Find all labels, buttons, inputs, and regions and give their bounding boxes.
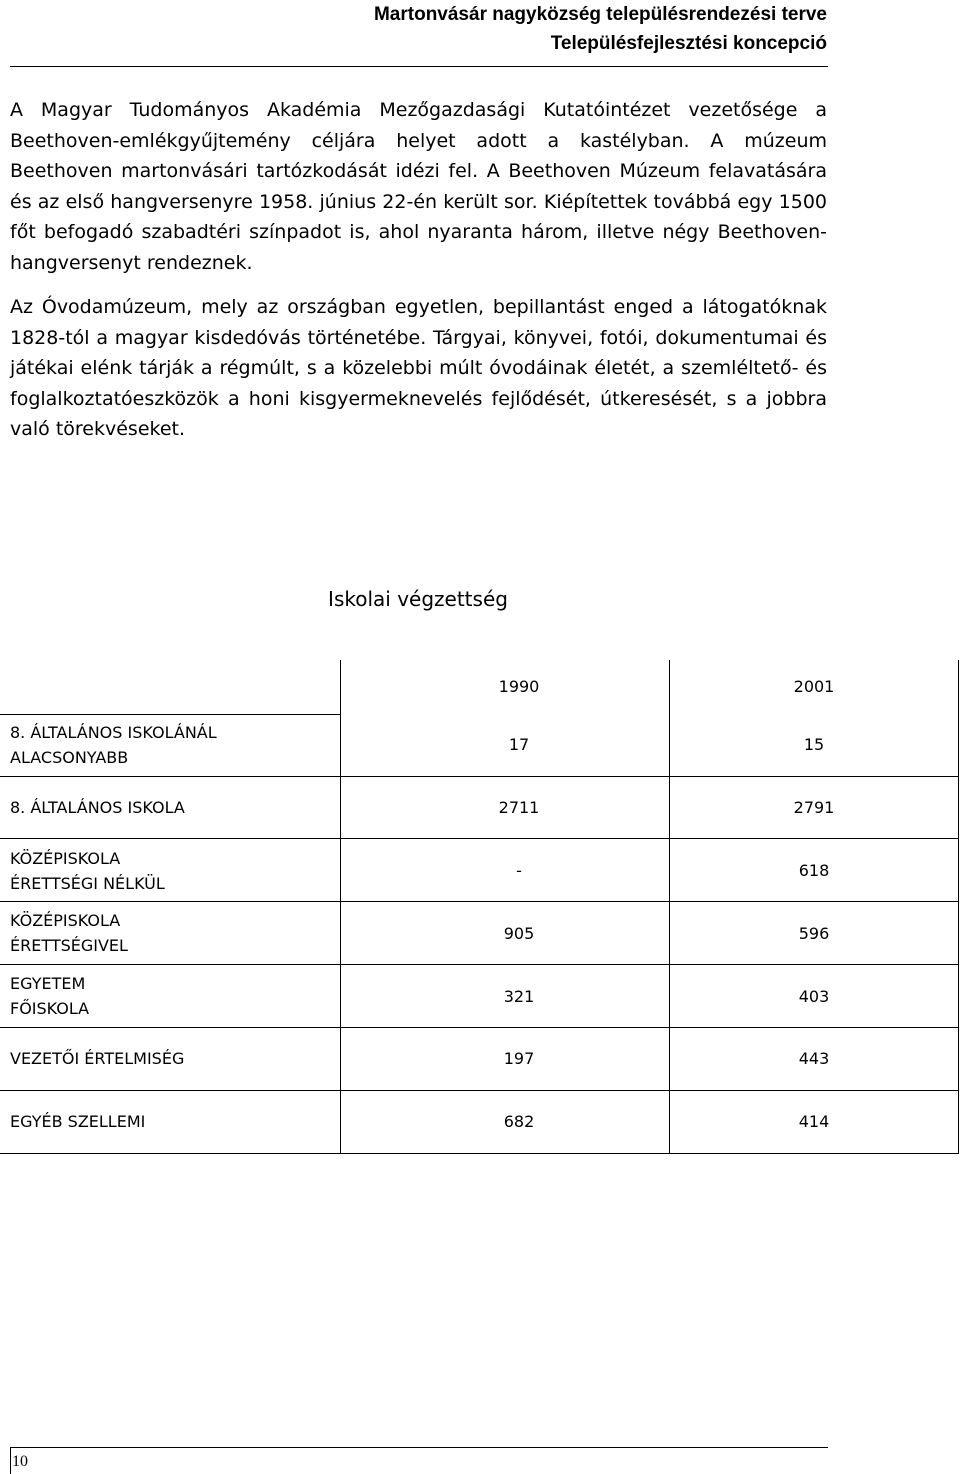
row-value-1990: 197 (503, 1049, 535, 1068)
row-value-1990: 321 (503, 987, 535, 1006)
table-row-divider (0, 1027, 959, 1028)
table-row-divider (0, 1153, 959, 1154)
row-value-1990: 905 (503, 924, 535, 943)
row-value-1990: 682 (503, 1112, 535, 1131)
table-row-divider (0, 964, 959, 965)
row-value-2001: 443 (798, 1049, 830, 1068)
header-document-title: Martonvásár nagyközség településrendezési terve (373, 4, 827, 25)
header-rule (10, 66, 828, 67)
table-row-divider (0, 776, 959, 777)
paragraph-beethoven-museum: A Magyar Tudományos Akadémia Mezőgazdasági Kutatóintézet vezetősége a Beethoven-emlékgyűjtemény céljára helyet adott a kastélyban. A múzeum Beethoven martonvásári tartózkodását idézi fel. A Beethoven Múzeum felavatására és az első hangversenyre 1958. június 22-én került sor. Kiépítettek továbbá egy 1500 főt befogadó szabadtéri színpadot is, ahol nyaranta három, illetve négy Beethoven-hangversenyt rendeznek. (10, 99, 827, 274)
row-value-2001: 2791 (793, 798, 835, 817)
row-label: 8. ÁLTALÁNOS ISKOLÁNÁL ALACSONYABB (10, 723, 217, 767)
row-label: 8. ÁLTALÁNOS ISKOLA (10, 798, 185, 817)
row-value-1990: 17 (508, 735, 530, 754)
row-label: KÖZÉPISKOLA ÉRETTSÉGI NÉLKÜL (10, 849, 165, 893)
running-header (227, 0, 827, 58)
table-column-divider (958, 660, 959, 1154)
table-column-divider (669, 660, 670, 1154)
row-value-2001: 403 (798, 987, 830, 1006)
row-value-1990: 2711 (498, 798, 540, 817)
row-label: EGYETEM FŐISKOLA (10, 974, 90, 1018)
row-label: EGYÉB SZELLEMI (10, 1112, 146, 1131)
footer-rule (10, 1447, 828, 1448)
row-label: VEZETŐI ÉRTELMISÉG (10, 1049, 185, 1068)
table-row-divider (0, 714, 340, 715)
table-row-divider (0, 1090, 959, 1091)
row-value-1990: - (516, 861, 522, 880)
row-value-2001: 618 (798, 861, 830, 880)
row-value-2001: 15 (803, 735, 825, 754)
row-label: KÖZÉPISKOLA ÉRETTSÉGIVEL (10, 911, 128, 955)
row-value-2001: 414 (798, 1112, 830, 1131)
page-number: 10 (12, 1453, 28, 1470)
table-title: Iskolai végzettség (328, 587, 508, 611)
table-column-divider (340, 660, 341, 1154)
education-table (0, 660, 960, 1154)
column-header-2001: 2001 (793, 677, 835, 696)
column-header-1990: 1990 (498, 677, 540, 696)
row-value-2001: 596 (798, 924, 830, 943)
table-row-divider (0, 838, 959, 839)
footer-page-box-rule (10, 1447, 11, 1474)
paragraph-kindergarten-museum: Az Óvodamúzeum, mely az országban egyetlen, bepillantást enged a látogatóknak 1828-tól a magyar kisdedóvás történetébe. Tárgyai, könyvei, fotói, dokumentumai és játékai elénk tárják a régmúlt, s a közelebbi múlt óvodáinak életét, a szemléltető- és foglalkoztatóeszközök a honi kisgyermeknevelés fejlődését, útkeresését, s a jobbra való törekvéseket. (10, 296, 827, 440)
header-document-subtitle: Településfejlesztési koncepció (550, 33, 827, 54)
table-row-divider (0, 901, 959, 902)
